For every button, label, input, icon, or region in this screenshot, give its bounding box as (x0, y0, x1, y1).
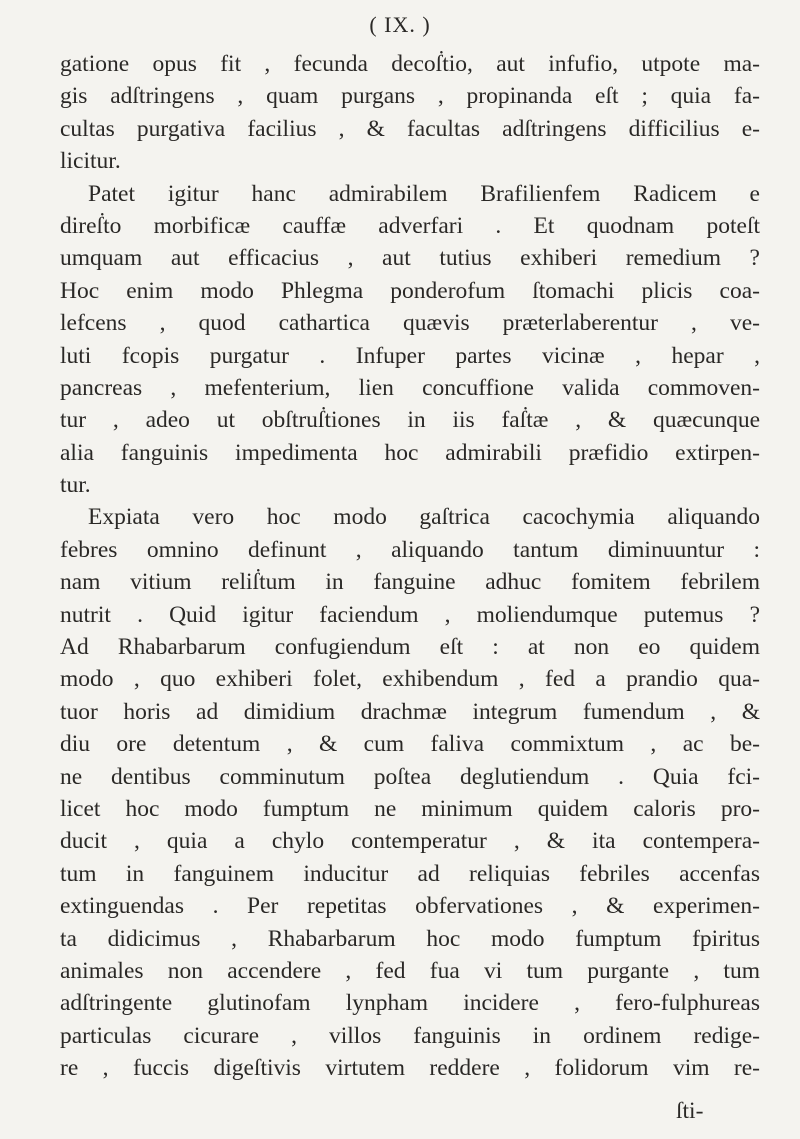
text-line: Ad Rhabarbarum confugiendum eſt : at non eo quidem (60, 634, 760, 661)
text-line: tum in fanguinem inducitur ad reliquias febriles accenfas (60, 860, 760, 887)
text-line: licet hoc modo fumptum ne minimum quidem caloris pro- (60, 795, 760, 822)
text-line: lefcens , quod cathartica quævis præterlaberentur , ve- (60, 310, 760, 337)
text-line: tur. (60, 472, 91, 499)
text-line: alia fanguinis impedimenta hoc admirabili præfidio extirpen- (60, 439, 760, 466)
text-line: nutrit . Quid igitur faciendum , moliendumque putemus ? (60, 601, 760, 628)
text-line: tuor horis ad dimidium drachmæ integrum fumendum , & (60, 698, 760, 725)
text-line: ducit , quia a chylo contemperatur , & ita contempera- (60, 828, 760, 855)
text-line: ne dentibus comminutum poſtea deglutiendum . Quia fci- (60, 763, 760, 790)
text-line: tur , adeo ut obſtruẛtiones in iis faẛtæ , & quæcunque (60, 407, 760, 434)
text-line: cultas purgativa facilius , & facultas adſtringens difficilius e- (60, 115, 760, 142)
paragraph-start-line: Expiata vero hoc modo gaſtrica cacochymia aliquando (88, 504, 760, 531)
text-line: extinguendas . Per repetitas obfervationes , & experimen- (60, 893, 760, 920)
text-line: nam vitium reliẛtum in fanguine adhuc fomitem febrilem (60, 569, 760, 596)
text-line: umquam aut efficacius , aut tutius exhiberi remedium ? (60, 245, 760, 272)
page-number-header: ( IX. ) (369, 12, 431, 37)
text-line: licitur. (60, 148, 121, 175)
text-line: ta didicimus , Rhabarbarum hoc modo fumptum fpiritus (60, 925, 760, 952)
text-line: pancreas , mefenterium, lien concuffione valida commoven- (60, 374, 760, 401)
text-line: luti fcopis purgatur . Infuper partes vicinæ , hepar , (60, 342, 760, 369)
text-line: gatione opus fit , fecunda decoẛtio, aut infufio, utpote ma- (60, 51, 760, 77)
text-line: direẛto morbificæ cauffæ adverfari . Et quodnam poteſt (60, 212, 760, 239)
text-line: Hoc enim modo Phlegma ponderofum ſtomachi plicis coa- (60, 277, 760, 304)
text-line: febres omnino definunt , aliquando tantum diminuuntur : (60, 536, 760, 563)
text-line: particulas cicurare , villos fanguinis in ordinem redige- (60, 1022, 760, 1049)
text-line: modo , quo exhiberi folet, exhibendum , fed a prandio qua- (60, 666, 760, 693)
text-line: gis adſtringens , quam purgans , propinanda eſt ; quia fa- (60, 83, 760, 110)
body-text (60, 48, 760, 1085)
text-line: diu ore detentum , & cum faliva commixtum , ac be- (60, 731, 760, 758)
text-line: animales non accendere , fed fua vi tum purgante , tum (60, 957, 760, 984)
text-line: re , fuccis digeſtivis virtutem reddere , folidorum vim re- (60, 1055, 760, 1082)
catchword: ſti- (676, 1098, 704, 1124)
text-line: adſtringente glutinofam lynpham incidere , fero-fulphureas (60, 990, 760, 1017)
paragraph-start-line: Patet igitur hanc admirabilem Brafilienfem Radicem e (88, 180, 760, 207)
